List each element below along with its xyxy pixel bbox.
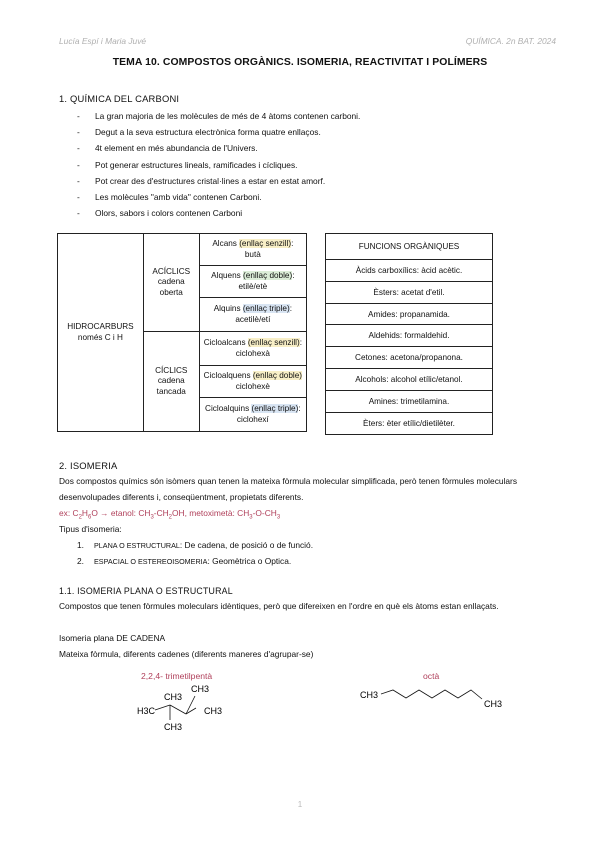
trimethylpentane-structure — [137, 684, 222, 732]
function-item: Cetones: acetona/propanona. — [326, 347, 492, 369]
label-ch3: CH3 — [360, 690, 379, 700]
alquens-name: Alquens — [211, 271, 244, 281]
chain-isomery-text: Mateixa fòrmula, diferents cadenes (diferents maneres d'agrupar-se) — [59, 649, 314, 659]
alquins-name: Alquins — [213, 304, 243, 314]
trimethylpentane-name: 2,2,4- trimetilpentà — [141, 671, 213, 681]
alquens-cell — [199, 266, 306, 298]
bullet-item: - Pot generar estructures lineals, ramificades i cícliques. — [77, 159, 557, 175]
section-1-heading: 1. QUÍMICA DEL CARBONI — [59, 93, 180, 104]
acyclic-sub1: cadena — [157, 277, 185, 287]
function-item: Èsters: acetat d'etil. — [326, 282, 492, 304]
alcans-example: butà — [244, 249, 261, 259]
cicloalquins-cell — [199, 398, 306, 432]
organic-functions-box — [325, 233, 493, 435]
cicloalquens-name: Cicloalquens — [203, 371, 253, 381]
cicloalcans-tail: : ciclohexà — [235, 338, 302, 358]
acyclic-cell — [143, 234, 199, 332]
acyclic-sub2: oberta — [159, 287, 183, 297]
alcans-cell — [199, 234, 306, 266]
isomeria-example: ex: $C_2H_6O$ → etanol: $CH_3-CH_2OH$, metoximetà: $CH_3-O-CH_3$ — [59, 508, 281, 521]
label-ch3: CH3 — [484, 699, 503, 709]
cicloalcans-cell — [199, 332, 306, 366]
section-2-1-heading: 1.1. ISOMERIA PLANA O ESTRUCTURAL — [59, 586, 233, 596]
bullet-item: - 4t element en més abundancia de l'Univers. — [77, 142, 557, 158]
alquens-bond: (enllaç doble) — [243, 271, 293, 281]
alquins-bond: (enllaç triple) — [242, 304, 290, 314]
alcans-bond: (enllaç senzill) — [239, 239, 292, 249]
alquens-example: etilè/etè — [238, 281, 268, 291]
section-2-1-text: Compostos que tenen fòrmules moleculars idèntiques, però que difereixen en l'ordre en què els àtoms estan enllaçats. — [59, 601, 499, 611]
cyclic-title: CÍCLICS — [155, 366, 188, 376]
cyclic-sub2: tancada — [156, 386, 186, 396]
hydrocarbons-root: HIDROCARBURS — [67, 322, 134, 332]
bullet-item: - Pot crear des d'estructures cristal·lines a estar en estat amorf. — [77, 175, 557, 191]
function-item: Àcids carboxílics: àcid acètic. — [326, 260, 492, 282]
cicloalquens-tail: ciclohexè — [235, 381, 270, 391]
cicloalquins-name: Cicloalquins — [205, 404, 252, 414]
cicloalquens-cell — [199, 366, 306, 398]
function-item: Aldehids: formaldehid. — [326, 325, 492, 347]
alcans-name: Alcans — [212, 239, 240, 249]
label-h3c: H3C — [137, 706, 156, 716]
label-ch3: CH3 — [164, 692, 183, 702]
cicloalquens-bond: (enllaç doble) — [252, 371, 302, 381]
section-1-bullets — [77, 110, 557, 223]
function-item: Amides: propanamida. — [326, 304, 492, 326]
header-course: QUÍMICA. 2n BAT. 2024 — [465, 36, 556, 46]
alquens-tail: : — [292, 271, 295, 281]
molecules-figure — [0, 660, 600, 750]
function-item: Èters: èter etílic/dietilèter. — [363, 418, 455, 428]
isomeria-types-label: Tipus d'isomeria: — [59, 524, 122, 534]
cicloalcans-name: Cicloalcans — [203, 338, 248, 348]
acyclic-title: ACÍCLICS — [152, 267, 191, 277]
chain-isomery-title: Isomeria plana DE CADENA — [59, 633, 166, 643]
isomeria-type-2: 2. ESPACIAL O ESTEREOISOMERIA: Geomètrica o Optica. — [77, 556, 292, 566]
bullet-item: - Les molècules "amb vida" contenen Carboni. — [77, 191, 557, 207]
function-item: Alcohols: alcohol etílic/etanol. — [326, 369, 492, 391]
octane-structure — [360, 690, 502, 709]
functions-title: FUNCIONS ORGÀNIQUES — [326, 234, 492, 260]
page-title: TEMA 10. COMPOSTOS ORGÀNICS. ISOMERIA, REACTIVITAT I POLÍMERS — [112, 57, 488, 68]
cyclic-sub1: cadena — [157, 376, 185, 386]
cicloalquins-tail: : ciclohexí — [236, 404, 301, 424]
label-ch3: CH3 — [204, 706, 223, 716]
cicloalquins-bond: (enllaç triple) — [251, 404, 299, 414]
hydrocarbons-root-note: només C i H — [77, 332, 123, 342]
cyclic-cell — [143, 332, 199, 432]
isomeria-type-1: 1. PLANA O ESTRUCTURAL: De cadena, de posició o de funció. — [77, 540, 314, 550]
isomeria-intro: Dos compostos químics són isòmers quan tenen la mateixa fòrmula molecular simplificada, però tenen fòrmules moleculars desenvolupades diferents i, conseqüentment, propietats diferents. — [59, 476, 518, 502]
alquins-example: acetilè/etí — [235, 314, 271, 324]
alquins-tail: : — [289, 304, 292, 314]
bullet-item: - Olors, sabors i colors contenen Carboni — [77, 207, 557, 223]
label-ch3: CH3 — [164, 722, 183, 732]
hydrocarbons-table — [57, 233, 307, 432]
hydrocarbons-root-cell — [58, 234, 144, 432]
function-item: Amines: trimetilamina. — [326, 391, 492, 413]
bullet-item: - Degut a la seva estructura electrònica forma quatre enllaços. — [77, 126, 557, 142]
label-ch3: CH3 — [191, 684, 210, 694]
octane-name: octà — [423, 671, 440, 681]
alcans-tail: : — [291, 239, 294, 249]
page-number: 1 — [297, 800, 303, 809]
alquins-cell — [199, 298, 306, 332]
bullet-item: - La gran majoria de les molècules de més de 4 àtoms contenen carboni. — [77, 110, 557, 126]
header-authors: Lucía Espí i Maria Juvé — [59, 36, 147, 46]
cicloalcans-bond: (enllaç senzill) — [247, 338, 300, 348]
section-2-heading: 2. ISOMERIA — [59, 460, 118, 471]
